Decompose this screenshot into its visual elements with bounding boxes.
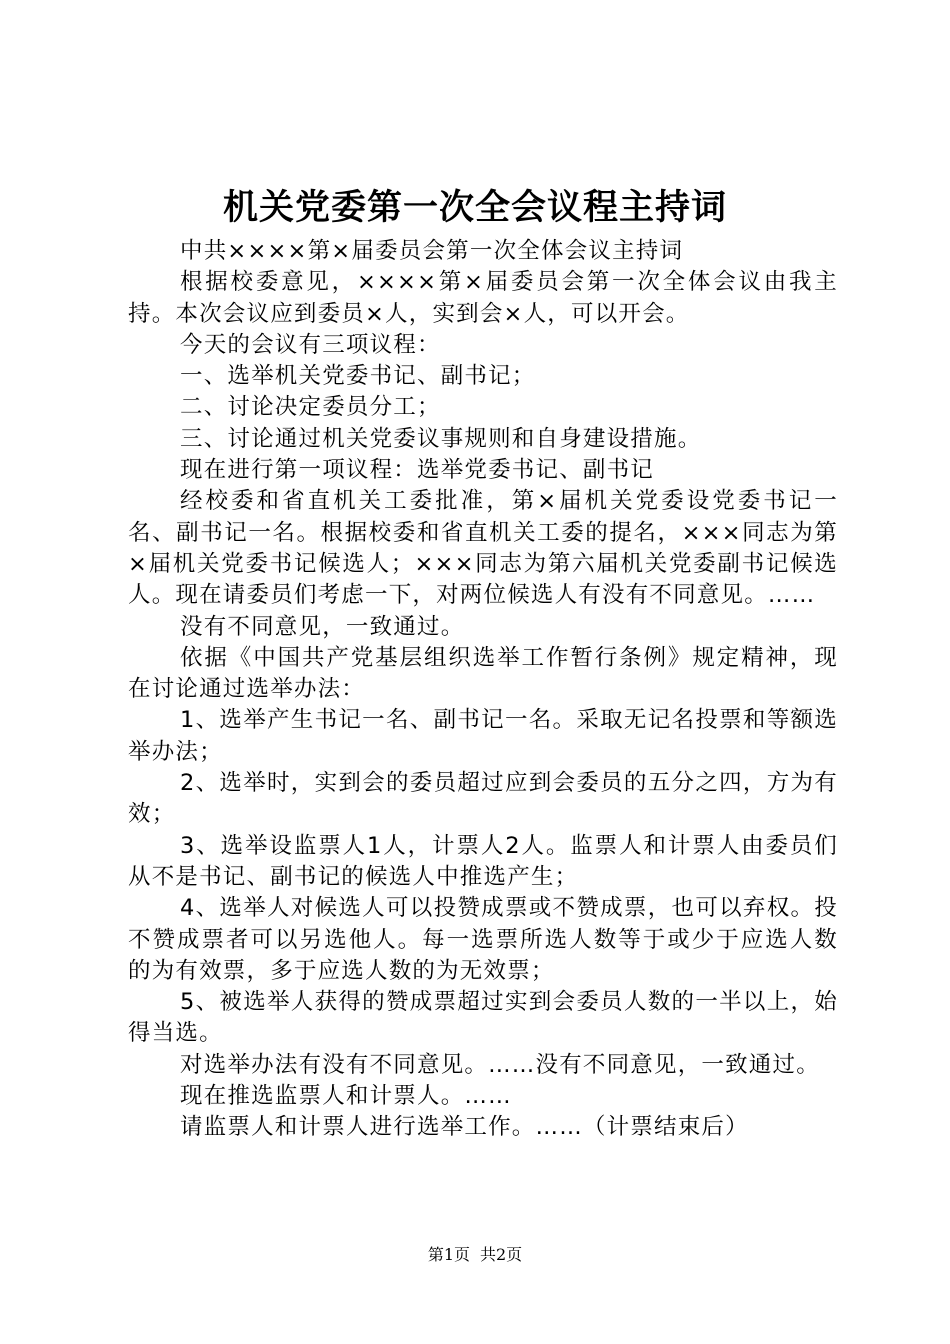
paragraph: 请监票人和计票人进行选举工作。……（计票结束后） — [180, 1114, 749, 1141]
paragraph: 一、选举机关党委书记、副书记； — [180, 363, 536, 390]
paragraph: 经校委和省直机关工委批准，第×届机关党委设党委书记一名、副书记一名。根据校委和省直机关工委的提名，×××同志为第×届机关党委书记候选人；×××同志为第六届机关党委副书记候选人。现在请委员们考虑一下，对两位候选人有没有不同意见。…… — [128, 488, 838, 609]
paragraph: 没有不同意见，一致通过。 — [180, 613, 465, 640]
paragraph: 依据《中国共产党基层组织选举工作暂行条例》规定精神，现在讨论通过选举办法： — [128, 644, 838, 703]
paragraph: 今天的会议有三项议程： — [180, 331, 441, 358]
page-total: 共2页 — [480, 1245, 523, 1264]
paragraph: 3、选举设监票人1人，计票人2人。监票人和计票人由委员们从不是书记、副书记的候选人中推选产生； — [128, 832, 838, 890]
document-title: 机关党委第一次全会议程主持词 — [222, 187, 727, 228]
page-footer — [0, 1243, 950, 1267]
paragraph: 现在进行第一项议程：选举党委书记、副书记 — [180, 457, 655, 484]
paragraph: 5、被选举人获得的赞成票超过实到会委员人数的一半以上，始得当选。 — [128, 989, 838, 1047]
document-body — [128, 236, 838, 1144]
paragraph: 4、选举人对候选人可以投赞成票或不赞成票，也可以弃权。投不赞成票者可以另选他人。每一选票所选人数等于或少于应选人数的为有效票，多于应选人数的为无效票； — [128, 895, 838, 984]
paragraph: 2、选举时，实到会的委员超过应到会委员的五分之四，方为有效； — [128, 770, 838, 828]
paragraph: 三、讨论通过机关党委议事规则和自身建设措施。 — [180, 425, 702, 452]
paragraph: 二、讨论决定委员分工； — [180, 394, 441, 421]
paragraph: 现在推选监票人和计票人。…… — [180, 1083, 512, 1110]
paragraph: 1、选举产生书记一名、副书记一名。采取无记名投票和等额选举办法； — [128, 707, 838, 765]
page-number: 第1页 — [427, 1245, 470, 1264]
paragraph: 对选举办法有没有不同意见。……没有不同意见，一致通过。 — [180, 1051, 820, 1078]
paragraph: 根据校委意见，××××第×届委员会第一次全体会议由我主持。本次会议应到委员×人，实到会×人，可以开会。 — [128, 269, 838, 327]
paragraph: 中共××××第×届委员会第一次全体会议主持词 — [180, 238, 684, 264]
